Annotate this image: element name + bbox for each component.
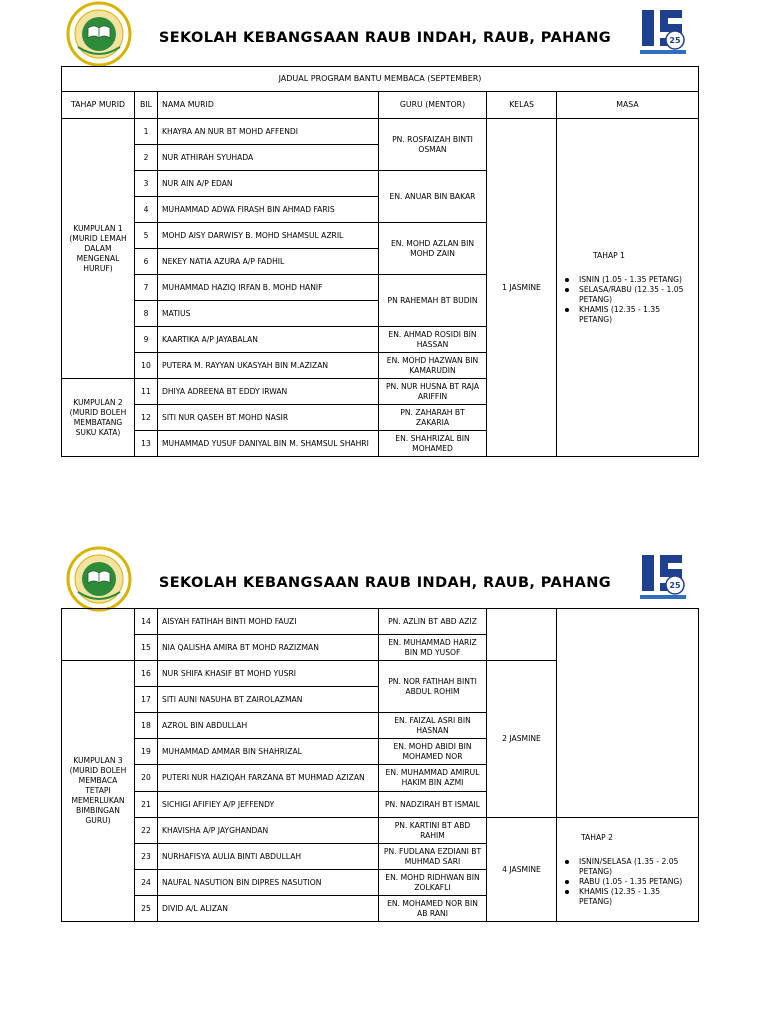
student-name: NEKEY NATIA AZURA A/P FADHIL <box>158 249 379 275</box>
schedule-table <box>61 66 699 457</box>
table-row <box>62 818 699 844</box>
student-bil: 13 <box>135 431 158 457</box>
mentor-name: PN. ZAHARAH BT ZAKARIA <box>379 405 487 431</box>
group-label: KUMPULAN 3 (MURID BOLEH MEMBACA TETAPI MEMERLUKAN BIMBINGAN GURU) <box>62 661 135 922</box>
session-times-empty <box>557 609 699 818</box>
student-name: PUTERA M. RAYYAN UKASYAH BIN M.AZIZAN <box>158 353 379 379</box>
student-bil: 24 <box>135 870 158 896</box>
student-name: KAARTIKA A/P JAYABALAN <box>158 327 379 353</box>
student-bil: 4 <box>135 197 158 223</box>
mentor-name: EN. MOHAMED NOR BIN AB RANI <box>379 896 487 922</box>
student-bil: 17 <box>135 687 158 713</box>
student-bil: 23 <box>135 844 158 870</box>
session-title: TAHAP 1 <box>593 250 625 260</box>
student-name: NURHAFISYA AULIA BINTI ABDULLAH <box>158 844 379 870</box>
anniversary-logo <box>638 8 688 56</box>
svg-text:25: 25 <box>669 581 681 590</box>
student-name: NUR AIN A/P EDAN <box>158 171 379 197</box>
schedule-table-continued <box>61 608 699 922</box>
header-guru: GURU (MENTOR) <box>379 92 487 119</box>
student-bil: 7 <box>135 275 158 301</box>
table-caption: JADUAL PROGRAM BANTU MEMBACA (SEPTEMBER) <box>62 67 699 92</box>
mentor-name: PN. NADZIRAH BT ISMAIL <box>379 792 487 818</box>
mentor-name: PN. KARTINI BT ABD RAHIM <box>379 818 487 844</box>
student-name: AZROL BIN ABDULLAH <box>158 713 379 739</box>
student-bil: 20 <box>135 765 158 792</box>
class-name: 4 JASMINE <box>487 818 557 922</box>
student-name: SITI AUNI NASUHA BT ZAIROLAZMAN <box>158 687 379 713</box>
header-masa: MASA <box>557 92 699 119</box>
student-name: KHAVISHA A/P JAYGHANDAN <box>158 818 379 844</box>
document-page-1 <box>0 0 768 470</box>
school-title: SEKOLAH KEBANGSAAN RAUB INDAH, RAUB, PAHANG <box>158 30 612 46</box>
mentor-name: EN. MOHD RIDHWAN BIN ZOLKAFLI <box>379 870 487 896</box>
group-label: KUMPULAN 2 (MURID BOLEH MEMBATANG SUKU KATA) <box>62 379 135 457</box>
document-page-2 <box>0 545 768 945</box>
table-row <box>62 609 699 635</box>
class-name-empty <box>487 609 557 661</box>
student-name: NIA QALISHA AMIRA BT MOHD RAZIZMAN <box>158 635 379 661</box>
session-item: RABU (1.05 - 1.35 PETANG) <box>579 877 694 887</box>
student-bil: 25 <box>135 896 158 922</box>
mentor-name: EN. MOHD HAZWAN BIN KAMARUDIN <box>379 353 487 379</box>
student-name: DHIYA ADREENA BT EDDY IRWAN <box>158 379 379 405</box>
session-item: KHAMIS (12.35 - 1.35 PETANG) <box>579 887 694 907</box>
mentor-name: EN. MOHD AZLAN BIN MOHD ZAIN <box>379 223 487 275</box>
mentor-name: EN. MUHAMMAD HARIZ BIN MD YUSOF <box>379 635 487 661</box>
student-name: MUHAMMAD AMMAR BIN SHAHRIZAL <box>158 739 379 765</box>
school-crest-logo <box>66 546 132 612</box>
session-times <box>557 818 699 922</box>
student-name: DIVID A/L ALIZAN <box>158 896 379 922</box>
student-name: KHAYRA AN NUR BT MOHD AFFENDI <box>158 119 379 145</box>
table-header-row <box>62 92 699 119</box>
table-row <box>62 119 699 145</box>
session-list <box>561 275 694 325</box>
student-bil: 18 <box>135 713 158 739</box>
mentor-name: EN. MOHD ABIDI BIN MOHAMED NOR <box>379 739 487 765</box>
session-list <box>561 857 694 907</box>
student-bil: 5 <box>135 223 158 249</box>
mentor-name: EN. AHMAD ROSIDI BIN HASSAN <box>379 327 487 353</box>
student-bil: 22 <box>135 818 158 844</box>
student-bil: 3 <box>135 171 158 197</box>
student-name: NUR ATHIRAH SYUHADA <box>158 145 379 171</box>
mentor-name: EN. SHAHRIZAL BIN MOHAMED <box>379 431 487 457</box>
anniversary-logo <box>638 553 688 601</box>
student-bil: 12 <box>135 405 158 431</box>
student-name: MOHD AISY DARWISY B. MOHD SHAMSUL AZRIL <box>158 223 379 249</box>
student-name: AISYAH FATIHAH BINTI MOHD FAUZI <box>158 609 379 635</box>
group-label-empty <box>62 609 135 661</box>
student-name: MUHAMMAD YUSUF DANIYAL BIN M. SHAMSUL SHAHRI <box>158 431 379 457</box>
page-header <box>0 545 768 607</box>
session-times <box>557 119 699 457</box>
student-bil: 8 <box>135 301 158 327</box>
session-title: TAHAP 2 <box>581 832 613 842</box>
student-bil: 21 <box>135 792 158 818</box>
student-name: PUTERI NUR HAZIQAH FARZANA BT MUHMAD AZIZAN <box>158 765 379 792</box>
school-title: SEKOLAH KEBANGSAAN RAUB INDAH, RAUB, PAHANG <box>158 575 612 591</box>
student-bil: 15 <box>135 635 158 661</box>
student-bil: 9 <box>135 327 158 353</box>
session-item: ISNIN (1.05 - 1.35 PETANG) <box>579 275 694 285</box>
student-name: SITI NUR QASEH BT MOHD NASIR <box>158 405 379 431</box>
student-name: NAUFAL NASUTION BIN DIPRES NASUTION <box>158 870 379 896</box>
mentor-name: EN. FAIZAL ASRI BIN HASNAN <box>379 713 487 739</box>
mentor-name: PN. ROSFAIZAH BINTI OSMAN <box>379 119 487 171</box>
student-bil: 1 <box>135 119 158 145</box>
session-item: ISNIN/SELASA (1.35 - 2.05 PETANG) <box>579 857 694 877</box>
school-crest-logo <box>66 1 132 67</box>
class-name: 2 JASMINE <box>487 661 557 818</box>
session-item: KHAMIS (12.35 - 1.35 PETANG) <box>579 305 694 325</box>
session-item: SELASA/RABU (12.35 - 1.05 PETANG) <box>579 285 694 305</box>
student-bil: 2 <box>135 145 158 171</box>
mentor-name: PN. NOR FATIHAH BINTI ABDUL ROHIM <box>379 661 487 713</box>
student-bil: 11 <box>135 379 158 405</box>
mentor-name: EN. MUHAMMAD AMIRUL HAKIM BIN AZMI <box>379 765 487 792</box>
student-bil: 19 <box>135 739 158 765</box>
student-name: NUR SHIFA KHASIF BT MOHD YUSRI <box>158 661 379 687</box>
header-tahap: TAHAP MURID <box>62 92 135 119</box>
student-name: SICHIGI AFIFIEY A/P JEFFENDY <box>158 792 379 818</box>
svg-text:25: 25 <box>669 36 681 45</box>
header-nama: NAMA MURID <box>158 92 379 119</box>
mentor-name: PN. AZLIN BT ABD AZIZ <box>379 609 487 635</box>
mentor-name: PN. FUDLANA EZDIANI BT MUHMAD SARI <box>379 844 487 870</box>
student-name: MUHAMMAD HAZIQ IRFAN B. MOHD HANIF <box>158 275 379 301</box>
student-bil: 6 <box>135 249 158 275</box>
mentor-name: PN. NUR HUSNA BT RAJA ARIFFIN <box>379 379 487 405</box>
student-name: MATIUS <box>158 301 379 327</box>
class-name: 1 JASMINE <box>487 119 557 457</box>
mentor-name: EN. ANUAR BIN BAKAR <box>379 171 487 223</box>
student-bil: 14 <box>135 609 158 635</box>
header-bil: BIL <box>135 92 158 119</box>
student-name: MUHAMMAD ADWA FIRASH BIN AHMAD FARIS <box>158 197 379 223</box>
group-label: KUMPULAN 1 (MURID LEMAH DALAM MENGENAL HURUF) <box>62 119 135 379</box>
student-bil: 10 <box>135 353 158 379</box>
mentor-name: PN RAHEMAH BT BUDIN <box>379 275 487 327</box>
header-kelas: KELAS <box>487 92 557 119</box>
student-bil: 16 <box>135 661 158 687</box>
page-header <box>0 0 768 62</box>
